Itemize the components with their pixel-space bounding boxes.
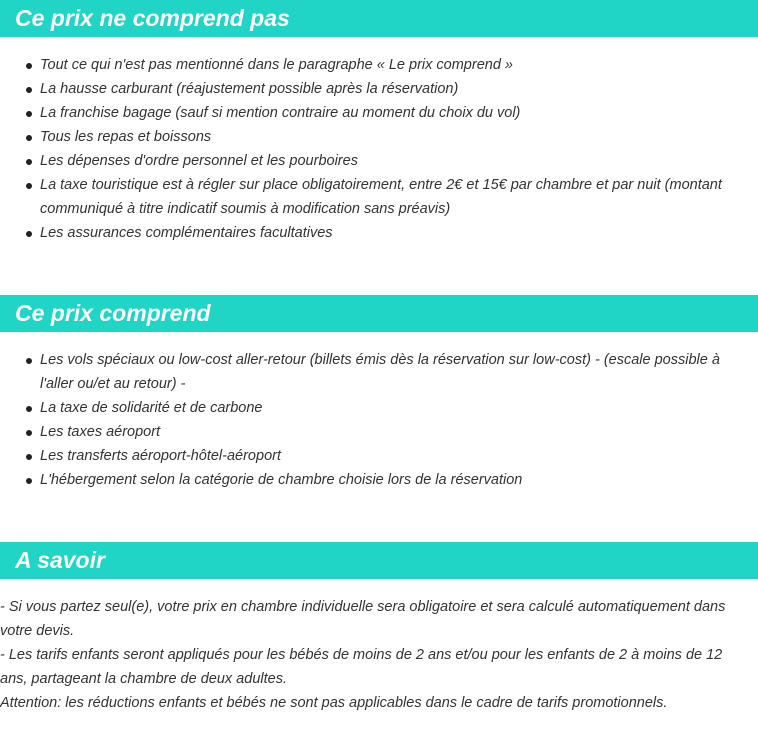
bullet-icon [26,478,32,484]
included-list [0,348,758,492]
list-item-text: Les vols spéciaux ou low-cost aller-retour (billets émis dès la réservation sur low-cost) - (escale possible à l'aller ou/et au retour) - [40,352,720,392]
list-item [0,53,758,77]
list-item-text: L'hébergement selon la catégorie de chambre choisie lors de la réservation [40,472,523,488]
info-paragraph: Attention: les réductions enfants et bébés ne sont pas applicables dans le cadre de tarifs promotionnels. [0,695,668,711]
info-paragraph: - Les tarifs enfants seront appliqués pour les bébés de moins de 2 ans et/ou pour les enfants de 2 à moins de 12 ans, partageant la chambre de deux adultes. [0,647,723,687]
list-item [0,149,758,173]
list-item [0,444,758,468]
section-header-included [0,295,758,332]
list-item [0,173,758,221]
bullet-icon [26,406,32,412]
list-item [0,101,758,125]
bullet-icon [26,87,32,93]
list-item-text: Les transferts aéroport-hôtel-aéroport [40,448,281,464]
list-item-text: Tout ce qui n'est pas mentionné dans le paragraphe « Le prix comprend » [40,57,513,73]
bullet-icon [26,231,32,237]
list-item-text: Les assurances complémentaires facultatives [40,225,333,241]
bullet-icon [26,159,32,165]
bullet-icon [26,183,32,189]
bullet-icon [26,358,32,364]
list-item [0,396,758,420]
list-item-text: La taxe de solidarité et de carbone [40,400,263,416]
bullet-icon [26,430,32,436]
list-item-text: La franchise bagage (sauf si mention contraire au moment du choix du vol) [40,105,521,121]
not-included-list [0,53,758,245]
list-item [0,125,758,149]
section-header-good-to-know [0,542,758,579]
bullet-icon [26,111,32,117]
list-item [0,348,758,396]
bullet-icon [26,63,32,69]
list-item [0,221,758,245]
bullet-icon [26,135,32,141]
list-item [0,420,758,444]
section-title-not-included: Ce prix ne comprend pas [15,5,290,31]
list-item-text: La hausse carburant (réajustement possible après la réservation) [40,81,459,97]
info-paragraph: - Si vous partez seul(e), votre prix en chambre individuelle sera obligatoire et sera calculé automatiquement dans votre devis. [0,599,726,639]
good-to-know-text [0,595,758,715]
section-title-good-to-know: A savoir [15,547,105,573]
list-item [0,77,758,101]
list-item [0,468,758,492]
list-item-text: La taxe touristique est à régler sur place obligatoirement, entre 2€ et 15€ par chambre et par nuit (montant communiqué à titre indicatif soumis à modification sans préavis) [40,177,722,217]
list-item-text: Tous les repas et boissons [40,129,212,145]
list-item-text: Les taxes aéroport [40,424,161,440]
list-item-text: Les dépenses d'ordre personnel et les pourboires [40,153,358,169]
section-header-not-included [0,0,758,37]
bullet-icon [26,454,32,460]
section-title-included: Ce prix comprend [15,300,211,326]
